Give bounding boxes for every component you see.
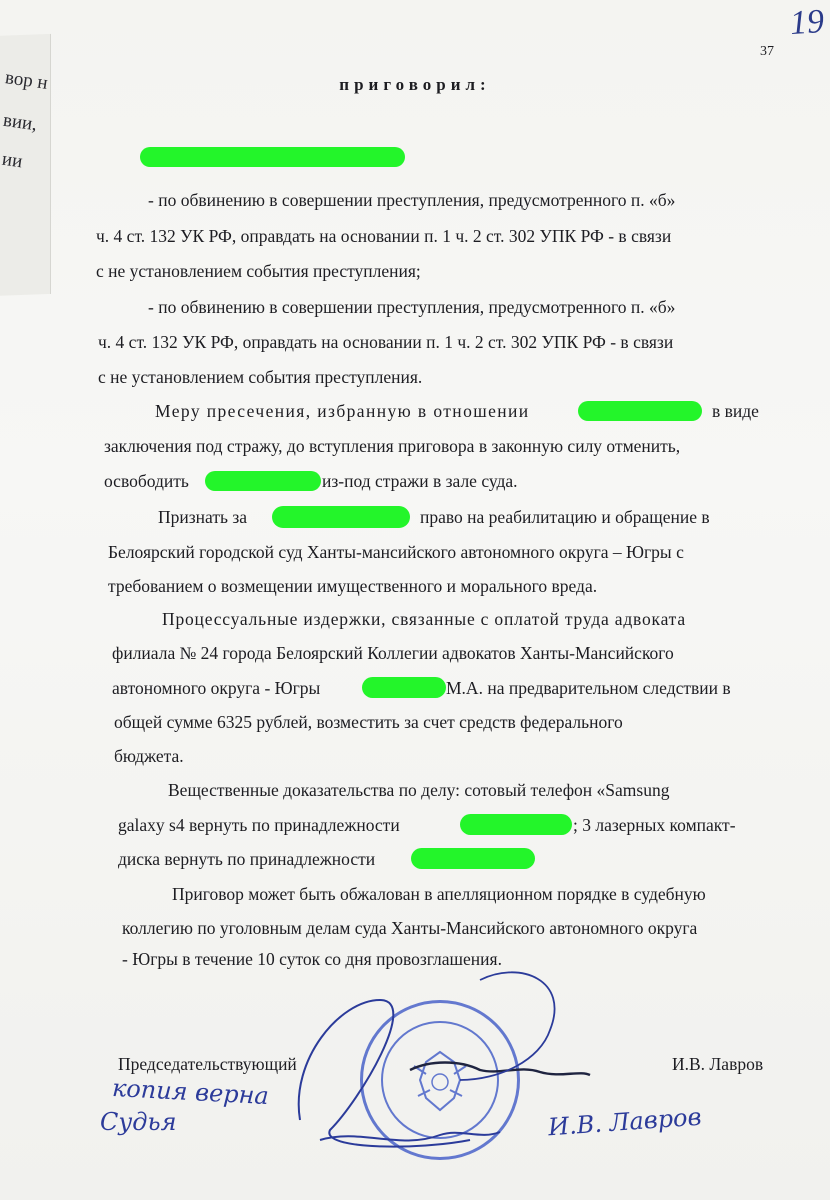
presiding-judge-name: И.В. Лавров xyxy=(672,1054,764,1074)
text-line: ч. 4 ст. 132 УК РФ, оправдать на основании п. 1 ч. 2 ст. 302 УПК РФ - в связи xyxy=(96,226,672,246)
text-line: Приговор может быть обжалован в апелляционном порядке в судебную xyxy=(172,884,706,904)
text-line: требованием о возмещении имущественного и морального вреда. xyxy=(108,576,598,596)
text-line: из-под стражи в зале суда. xyxy=(322,471,518,491)
text-line: Вещественные доказательства по делу: сотовый телефон «Samsung xyxy=(168,780,670,800)
verdict-heading: приговорил: xyxy=(339,75,491,94)
text-line: освободить xyxy=(104,471,189,491)
presiding-judge-role: Председательствующий xyxy=(118,1054,297,1074)
text-line: Меру пресечения, избранную в отношении xyxy=(155,401,530,421)
handwritten-sheet-number: 19 xyxy=(788,2,826,43)
text-line: Процессуальные издержки, связанные с оплатой труда адвоката xyxy=(162,609,686,629)
text-line: автономного округа - Югры xyxy=(112,678,321,698)
text-line: с не установлением события преступления. xyxy=(98,367,423,387)
text-line: Белоярский городской суд Ханты-мансийского автономного округа – Югры с xyxy=(108,542,684,562)
handwritten-copy-certification: копия верна xyxy=(111,1073,270,1111)
text-line: право на реабилитацию и обращение в xyxy=(420,507,710,527)
text-line: ч. 4 ст. 132 УК РФ, оправдать на основании п. 1 ч. 2 ст. 302 УПК РФ - в связи xyxy=(98,332,674,352)
text-line: диска вернуть по принадлежности xyxy=(118,849,376,869)
page-number: 37 xyxy=(760,44,774,59)
text-line: бюджета. xyxy=(114,746,184,766)
margin-fragment: вии, xyxy=(1,109,39,136)
text-line: общей сумме 6325 рублей, возместить за счет средств федерального xyxy=(114,712,623,732)
text-line: galaxy s4 вернуть по принадлежности xyxy=(118,815,400,835)
handwritten-judge-label: Судья xyxy=(100,1108,177,1136)
text-line: заключения под стражу, до вступления приговора в законную силу отменить, xyxy=(104,436,681,456)
text-line: в виде xyxy=(712,401,759,421)
text-line: коллегию по уголовным делам суда Ханты-Мансийского автономного округа xyxy=(122,918,698,938)
margin-fragment: ии xyxy=(0,148,24,173)
text-line: филиала № 24 города Белоярский Коллегии адвокатов Ханты-Мансийского xyxy=(112,643,674,663)
margin-fragment: вор н xyxy=(3,67,50,94)
text-line: с не установлением события преступления; xyxy=(96,261,421,281)
text-line: - по обвинению в совершении преступления, предусмотренного п. «б» xyxy=(148,297,676,317)
text-line: Признать за xyxy=(158,507,248,527)
text-line: - Югры в течение 10 суток со дня провозглашения. xyxy=(122,949,502,969)
handwritten-judge-name: И.В. Лавров xyxy=(547,1102,703,1142)
text-line: ; 3 лазерных компакт- xyxy=(573,815,736,835)
text-line: - по обвинению в совершении преступления, предусмотренного п. «б» xyxy=(148,190,676,210)
text-line: М.А. на предварительном следствии в xyxy=(446,678,731,698)
